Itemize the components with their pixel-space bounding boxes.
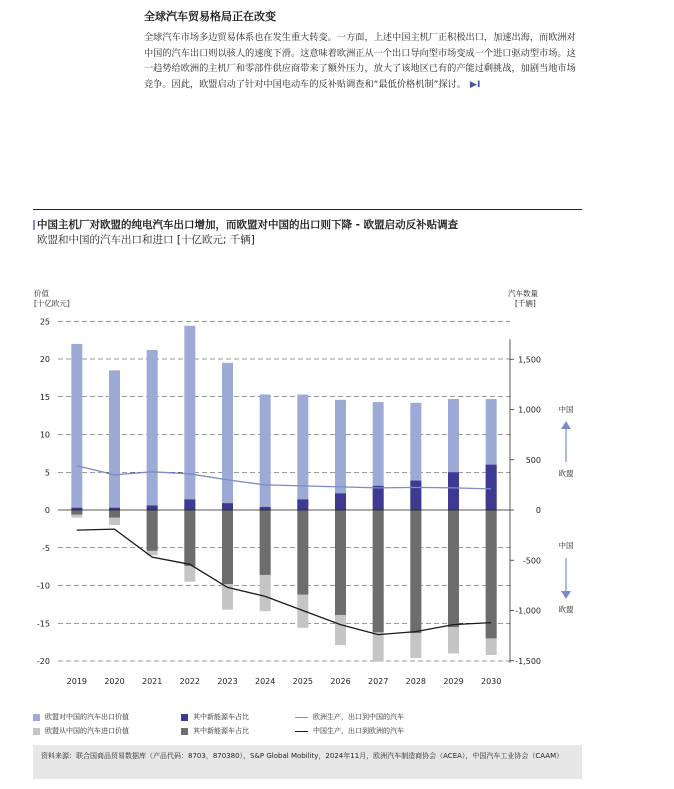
legend-item-import-nev	[181, 726, 249, 736]
bar-import-nev-2026	[335, 510, 346, 615]
x-tick-2027: 2027	[367, 677, 389, 686]
chart-title: 中国主机厂对欧盟的纯电汽车出口增加，而欧盟对中国的出口则下降 - 欧盟启动反补贴调查	[37, 219, 459, 231]
play-arrow-icon[interactable]: ▶I	[469, 78, 481, 90]
x-tick-2019: 2019	[66, 677, 88, 686]
bar-export-nev-2028	[410, 481, 421, 510]
right-axis-unit: [千辆]	[515, 299, 536, 308]
lower-arrow-head-icon	[561, 591, 571, 599]
legend-label-line-eu: 欧洲生产，出口到中国的汽车	[313, 713, 404, 721]
legend-swatch-export	[33, 714, 40, 721]
left-tick-20: 20	[39, 355, 50, 364]
bar-import-nev-2030	[486, 510, 497, 638]
bar-export-nev-2023	[222, 503, 233, 510]
left-tick--5: -5	[42, 543, 50, 553]
bar-import-nev-2029	[448, 510, 459, 627]
bar-export-nev-2027	[373, 486, 384, 510]
bar-export-nev-2022	[184, 499, 195, 510]
bar-export-nev-2024	[260, 507, 271, 510]
legend-item-import	[33, 726, 129, 736]
right-tick-1000: 1,000	[518, 405, 541, 415]
bar-export-2020	[109, 370, 120, 510]
x-tick-2022: 2022	[179, 677, 201, 686]
line-cn-to-eu	[77, 529, 491, 635]
line-eu-to-cn	[77, 466, 491, 489]
x-tick-2026: 2026	[330, 677, 351, 686]
x-tick-2024: 2024	[254, 677, 276, 686]
bar-import-nev-2021	[147, 510, 158, 551]
intro-title: 全球汽车贸易格局正在改变	[144, 10, 276, 23]
right-tick--1000: -1,000	[515, 606, 541, 616]
chart-subtitle: 欧盟和中国的汽车出口和进口 [十亿欧元; 千辆]	[37, 234, 255, 246]
bar-export-nev-2025	[297, 499, 308, 510]
legend-item-export	[33, 712, 129, 722]
right-tick-0: 0	[535, 506, 541, 515]
legend-label-import-nev: 其中新能源车占比	[193, 727, 249, 735]
right-tick--500: -500	[522, 556, 541, 566]
left-axis-label: 价值	[34, 289, 49, 298]
source-note: 资料来源：联合国商品贸易数据库（产品代码：8703，870380），S&P Global Mobility，2024年11月，欧洲汽车制造商协会（ACEA），中国汽车工业协会（CAAM）	[33, 745, 582, 779]
annotation-upper-top: 中国	[558, 405, 574, 414]
left-axis-unit: [十亿欧元]	[34, 299, 70, 308]
chart-legend	[33, 712, 593, 744]
bar-export-nev-2021	[147, 505, 158, 510]
left-tick-5: 5	[44, 468, 50, 478]
bar-import-nev-2025	[297, 510, 308, 595]
right-tick--1500: -1,500	[515, 656, 541, 666]
legend-label-line-cn: 中国生产，出口到欧洲的汽车	[313, 727, 404, 735]
right-tick-500: 500	[525, 455, 541, 465]
left-tick--20: -20	[36, 657, 50, 666]
bar-export-2024	[260, 394, 271, 510]
x-tick-2020: 2020	[104, 677, 125, 686]
bar-import-nev-2028	[410, 510, 421, 633]
annotation-upper-bottom: 欧盟	[558, 469, 574, 478]
left-tick--10: -10	[36, 581, 50, 591]
bar-export-nev-2030	[486, 465, 497, 510]
left-tick-25: 25	[39, 317, 50, 327]
x-tick-2023: 2023	[217, 677, 238, 686]
legend-line-cn	[295, 731, 308, 732]
legend-item-export-nev	[181, 712, 249, 722]
legend-swatch-import-nev	[181, 728, 188, 735]
legend-item-line-cn	[295, 726, 404, 736]
bar-export-2025	[297, 394, 308, 510]
bar-export-2021	[147, 350, 158, 510]
bar-export-2023	[222, 363, 233, 510]
legend-swatch-export-nev	[181, 714, 188, 721]
legend-swatch-import	[33, 728, 40, 735]
x-tick-2030: 2030	[480, 677, 502, 686]
bar-import-nev-2019	[71, 510, 82, 515]
left-tick--15: -15	[36, 619, 50, 629]
left-tick-15: 15	[39, 392, 50, 402]
bar-import-nev-2024	[260, 510, 271, 575]
legend-line-eu	[295, 717, 308, 718]
upper-arrow-head-icon	[561, 421, 571, 429]
x-tick-2021: 2021	[141, 677, 163, 686]
right-tick-1500: 1,500	[518, 355, 541, 365]
bar-import-nev-2023	[222, 510, 233, 584]
left-tick-10: 10	[39, 430, 50, 440]
right-axis-label: 汽车数量	[508, 289, 538, 298]
bar-export-nev-2029	[448, 472, 459, 510]
x-tick-2025: 2025	[292, 677, 314, 686]
bar-import-nev-2027	[373, 510, 384, 632]
intro-text: 全球汽车市场多边贸易体系也在发生重大转变。一方面，上述中国主机厂正积极出口，加速出海，而欧洲对中国的汽车出口则以骇人的速度下滑。这意味着欧洲正从一个出口导向型市场变成一个进口驱动型市场。这一趋势给欧洲的主机厂和零部件供应商带来了额外压力，放大了该地区已有的产能过剩挑战，加剧当地市场竞争。因此，欧盟启动了针对中国电动车的反补贴调查和“最低价格机制”探讨。	[144, 32, 576, 90]
left-tick-0: 0	[44, 506, 50, 515]
x-tick-2029: 2029	[443, 677, 464, 686]
bar-export-nev-2026	[335, 493, 346, 510]
bar-import-nev-2022	[184, 510, 195, 566]
annotation-lower-bottom: 欧盟	[558, 605, 574, 614]
x-tick-2028: 2028	[405, 677, 427, 686]
legend-item-line-eu	[295, 712, 404, 722]
legend-label-export: 欧盟对中国的汽车出口价值	[45, 713, 129, 721]
legend-label-export-nev: 其中新能源车占比	[193, 713, 249, 721]
bar-import-nev-2020	[109, 510, 120, 518]
legend-label-import: 欧盟从中国的汽车进口价值	[45, 727, 129, 735]
annotation-lower-top: 中国	[558, 541, 574, 550]
bar-export-2022	[184, 326, 195, 510]
bar-export-2019	[71, 344, 82, 510]
